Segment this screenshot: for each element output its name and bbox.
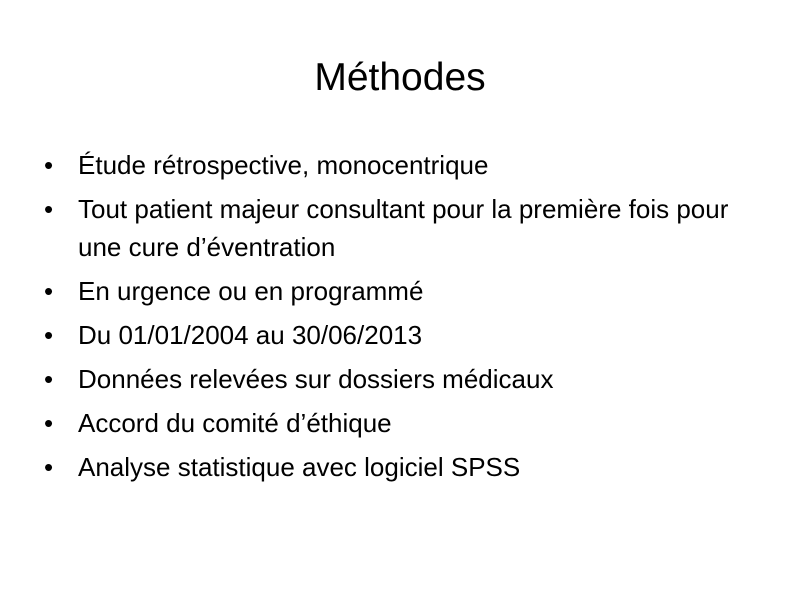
bullet-text: En urgence ou en programmé	[78, 276, 424, 306]
bullet-dot-icon: •	[44, 320, 54, 350]
slide-title: Méthodes	[314, 56, 486, 99]
bullet-item	[44, 272, 764, 310]
bullet-item	[44, 146, 764, 184]
bullet-dot-icon: •	[44, 276, 54, 306]
bullet-dot-icon: •	[44, 452, 54, 482]
bullet-text: Données relevées sur dossiers médicaux	[78, 364, 554, 394]
bullet-dot-icon: •	[44, 150, 54, 180]
bullet-dot-icon: •	[44, 194, 54, 224]
bullet-item	[44, 190, 764, 266]
bullet-text: Accord du comité d’éthique	[78, 408, 392, 438]
bullet-text: Du 01/01/2004 au 30/06/2013	[78, 320, 423, 350]
bullet-text: Étude rétrospective, monocentrique	[78, 150, 489, 180]
bullet-text: Tout patient majeur consultant pour la première fois pour une cure d’éventration	[78, 194, 729, 262]
bullet-dot-icon: •	[44, 408, 54, 438]
bullet-item	[44, 316, 764, 354]
bullet-item	[44, 360, 764, 398]
bullet-item	[44, 404, 764, 442]
bullet-item	[44, 448, 764, 486]
bullet-dot-icon: •	[44, 364, 54, 394]
bullet-list	[44, 146, 764, 492]
bullet-text: Analyse statistique avec logiciel SPSS	[78, 452, 521, 482]
